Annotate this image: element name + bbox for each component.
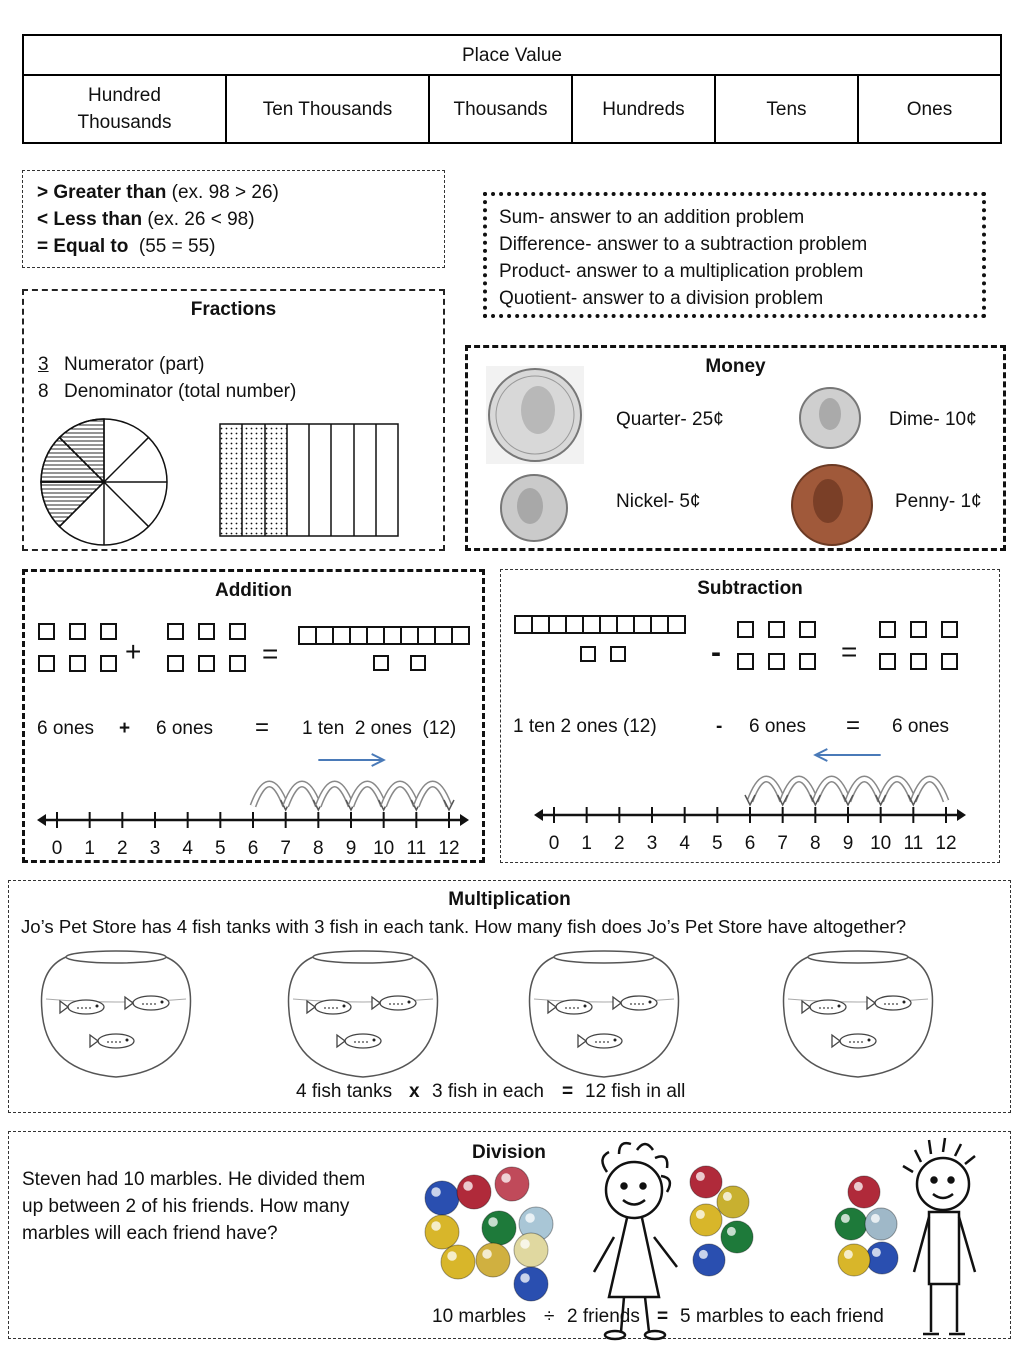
fractions-title: Fractions (190, 299, 277, 320)
greater-than-label: > Greater than (37, 182, 167, 203)
marble (865, 1208, 897, 1240)
tick-label: 0 (51, 838, 63, 859)
fraction-diagrams (24, 291, 447, 553)
fish-icon (337, 1034, 381, 1048)
fish-bowl (289, 951, 438, 1077)
fish-bowl (530, 951, 679, 1077)
addition-eq-b: 6 ones (156, 718, 214, 739)
tick-label: 3 (646, 833, 658, 854)
multiplication-box (8, 880, 1011, 1113)
equal-to-example: (55 = 55) (128, 236, 216, 257)
division-problem-line-3: marbles will each friend have? (22, 1223, 278, 1244)
tick-label: 6 (744, 833, 756, 854)
subtraction-minus-sign: - (711, 636, 721, 669)
fish-icon (60, 1000, 104, 1014)
marble (514, 1233, 548, 1267)
tick-label: 1 (581, 833, 592, 854)
greater-than-example: (ex. 98 > 26) (166, 182, 279, 203)
marble (482, 1211, 516, 1245)
fractions-box (22, 289, 445, 551)
pv-ten-thousands: Ten Thousands (227, 76, 430, 142)
tick-label: 2 (117, 838, 128, 859)
pv-hundreds: Hundreds (573, 76, 716, 142)
division-box (8, 1131, 1011, 1339)
pv-tens: Tens (716, 76, 859, 142)
mult-eq-a: 4 fish tanks (296, 1081, 393, 1102)
place-value-title: Place Value (24, 36, 1000, 76)
mult-eq-b: 3 fish in each (432, 1081, 544, 1102)
fish-icon (307, 1000, 351, 1014)
equal-to-label: = Equal to (37, 236, 129, 257)
penny-image (792, 465, 872, 545)
number-line-left-arrow (37, 814, 46, 826)
quarter-label: Quarter- 25¢ (616, 409, 724, 430)
term-difference: Difference- answer to a subtraction problem (499, 234, 868, 255)
terms-box (483, 192, 986, 318)
pv-thousands: Thousands (430, 76, 573, 142)
fish-bowl (784, 951, 933, 1077)
subtraction-eq-b: 6 ones (749, 716, 807, 737)
marble (717, 1186, 749, 1218)
term-quotient: Quotient- answer to a division problem (499, 288, 824, 309)
division-title: Division (472, 1142, 546, 1163)
tick-label: 8 (313, 838, 324, 859)
tick-label: 7 (280, 838, 291, 859)
place-value-table (22, 34, 1002, 144)
subtraction-title: Subtraction (697, 578, 803, 599)
multiplication-title: Multiplication (448, 889, 571, 910)
addition-eq-op: + (119, 718, 131, 739)
div-eq-a: 10 marbles (432, 1306, 526, 1327)
term-product: Product- answer to a multiplication problem (499, 261, 864, 282)
subtraction-eq-op: - (716, 716, 723, 737)
dime-image (800, 388, 860, 448)
mult-eq-c: 12 fish in all (585, 1081, 686, 1102)
marble (425, 1215, 459, 1249)
fish-bowl (42, 951, 191, 1077)
boy-drawing (903, 1138, 975, 1334)
multiplication-problem: Jo’s Pet Store has 4 fish tanks with 3 fish in each tank. How many fish does Jo’s Pet Store have altogether? (21, 916, 907, 937)
fraction-denominator: 8 (38, 381, 49, 402)
fish-icon (372, 996, 416, 1010)
tick-label: 2 (614, 833, 625, 854)
subtraction-eq-c: 6 ones (892, 716, 950, 737)
div-eq-b: 2 friends (567, 1306, 640, 1327)
fish-bowls (9, 881, 1012, 1114)
subtraction-box (500, 569, 1000, 863)
money-title: Money (705, 356, 766, 377)
tick-label: 6 (247, 838, 259, 859)
subtraction-equals-sign: = (841, 636, 858, 667)
marble (495, 1167, 529, 1201)
mult-eq-op: x (409, 1081, 420, 1102)
fraction-pie (41, 419, 167, 545)
fraction-bar (220, 424, 398, 536)
comparison-equal (37, 233, 430, 260)
marble (866, 1242, 898, 1274)
nickel-image (501, 475, 567, 541)
marble (721, 1221, 753, 1253)
marble (690, 1204, 722, 1236)
addition-eq-c: 1 ten 2 ones (12) (302, 718, 457, 739)
tick-label: 12 (935, 833, 957, 854)
tick-label: 11 (406, 838, 427, 859)
div-eq-eq: = (657, 1306, 669, 1327)
comparison-box (22, 170, 445, 268)
tick-label: 8 (810, 833, 821, 854)
addition-eq-a: 6 ones (37, 718, 95, 739)
div-eq-c: 5 marbles to each friend (680, 1306, 884, 1327)
fish-icon (867, 996, 911, 1010)
numerator-label: Numerator (part) (64, 354, 205, 375)
marble (425, 1181, 459, 1215)
tick-label: 9 (842, 833, 854, 854)
less-than-example: (ex. 26 < 98) (142, 209, 255, 230)
tick-label: 5 (215, 838, 226, 859)
tick-label: 12 (438, 838, 460, 859)
marble (690, 1166, 722, 1198)
tick-label: 7 (777, 833, 788, 854)
fish-icon (802, 1000, 846, 1014)
less-than-label: < Less than (37, 209, 143, 230)
comparison-less (37, 206, 430, 233)
tick-label: 9 (345, 838, 357, 859)
tick-label: 4 (182, 838, 193, 859)
marble (848, 1176, 880, 1208)
tick-label: 10 (870, 833, 892, 854)
addition-box (22, 569, 485, 863)
pv-ones: Ones (906, 98, 953, 120)
fish-icon (125, 996, 169, 1010)
quarter-image (486, 366, 584, 464)
fish-icon (832, 1034, 876, 1048)
comparison-greater (37, 179, 430, 206)
marble (441, 1245, 475, 1279)
money-box (465, 345, 1006, 551)
fish-icon (90, 1034, 134, 1048)
denominator-label: Denominator (total number) (64, 381, 297, 402)
marble (835, 1208, 867, 1240)
subtraction-eq-a: 1 ten 2 ones (12) (513, 716, 657, 737)
tick-label: 10 (373, 838, 395, 859)
number-line-right-arrow (460, 814, 469, 826)
tick-label: 1 (84, 838, 95, 859)
number-line-right-arrow (957, 809, 966, 821)
marble (838, 1244, 870, 1276)
marble (476, 1243, 510, 1277)
penny-label: Penny- 1¢ (895, 491, 982, 512)
tick-label: 3 (149, 838, 161, 859)
term-sum: Sum- answer to an addition problem (499, 207, 805, 228)
addition-eq-eq: = (255, 714, 270, 741)
division-problem-line-1: Steven had 10 marbles. He divided them (22, 1169, 366, 1190)
dime-label: Dime- 10¢ (889, 409, 977, 430)
subtraction-eq-eq: = (846, 712, 861, 739)
marble (693, 1244, 725, 1276)
fish-icon (548, 1000, 592, 1014)
tick-label: 5 (712, 833, 723, 854)
marble (457, 1175, 491, 1209)
division-problem-line-2: up between 2 of his friends. How many (22, 1196, 350, 1217)
nickel-label: Nickel- 5¢ (616, 491, 701, 512)
addition-equals-sign: = (262, 638, 279, 669)
addition-title: Addition (214, 580, 293, 601)
tick-label: 0 (548, 833, 560, 854)
number-line-left-arrow (534, 809, 543, 821)
div-eq-op: ÷ (544, 1306, 555, 1327)
addition-number-line (25, 572, 488, 866)
subtraction-number-line (501, 570, 1001, 864)
coin-images (468, 348, 1009, 554)
fish-icon (613, 996, 657, 1010)
marble (514, 1267, 548, 1301)
tick-label: 4 (679, 833, 690, 854)
tick-label: 11 (903, 833, 924, 854)
mult-eq-eq: = (562, 1081, 574, 1102)
fish-icon (578, 1034, 622, 1048)
fraction-numerator: 3 (38, 354, 49, 375)
pv-hundred-thousands: Hundred Thousands (24, 76, 227, 142)
addition-plus-sign: + (125, 636, 142, 667)
